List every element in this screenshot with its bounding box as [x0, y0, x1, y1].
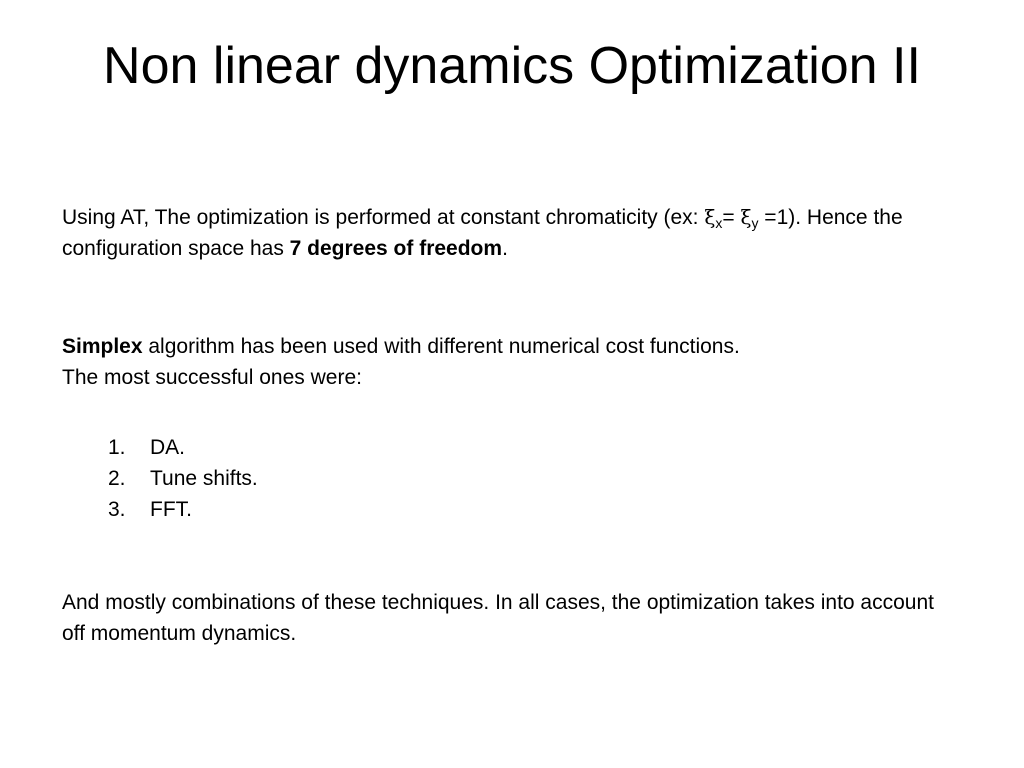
cost-function-list [108, 432, 258, 525]
list-item [108, 432, 258, 463]
list-item [108, 494, 258, 525]
list-item [108, 463, 258, 494]
paragraph-simplex [62, 331, 942, 393]
paragraph-conclusion: And mostly combinations of these techniques. In all cases, the optimization takes into account off momentum dynamics. [62, 591, 934, 645]
degrees-of-freedom-bold: 7 degrees of freedom [289, 237, 503, 260]
list-number: 1. [108, 436, 126, 459]
simplex-bold: Simplex [62, 335, 143, 358]
list-label: DA. [150, 436, 186, 459]
slide-title: Non linear dynamics Optimization II [103, 37, 921, 95]
subscript-x: x [715, 215, 723, 231]
list-number: 3. [108, 498, 126, 521]
paragraph-text: . [502, 237, 508, 260]
subscript-y: y [751, 215, 759, 231]
paragraph-text: =1). Hence the configuration space has [62, 206, 903, 260]
list-label: Tune shifts. [150, 467, 258, 490]
list-label: FFT. [150, 498, 192, 521]
xi-symbol: ξ [704, 205, 716, 229]
paragraph-text: The most successful ones were: [62, 366, 362, 389]
paragraph-text: Using AT, The optimization is performed at constant chromaticity (ex: [62, 206, 705, 229]
paragraph-text: algorithm has been used with different numerical cost functions. [142, 335, 740, 358]
equals-text: = [722, 206, 741, 229]
list-number: 2. [108, 467, 126, 490]
xi-symbol: ξ [740, 205, 752, 229]
paragraph-chromaticity [62, 202, 942, 264]
